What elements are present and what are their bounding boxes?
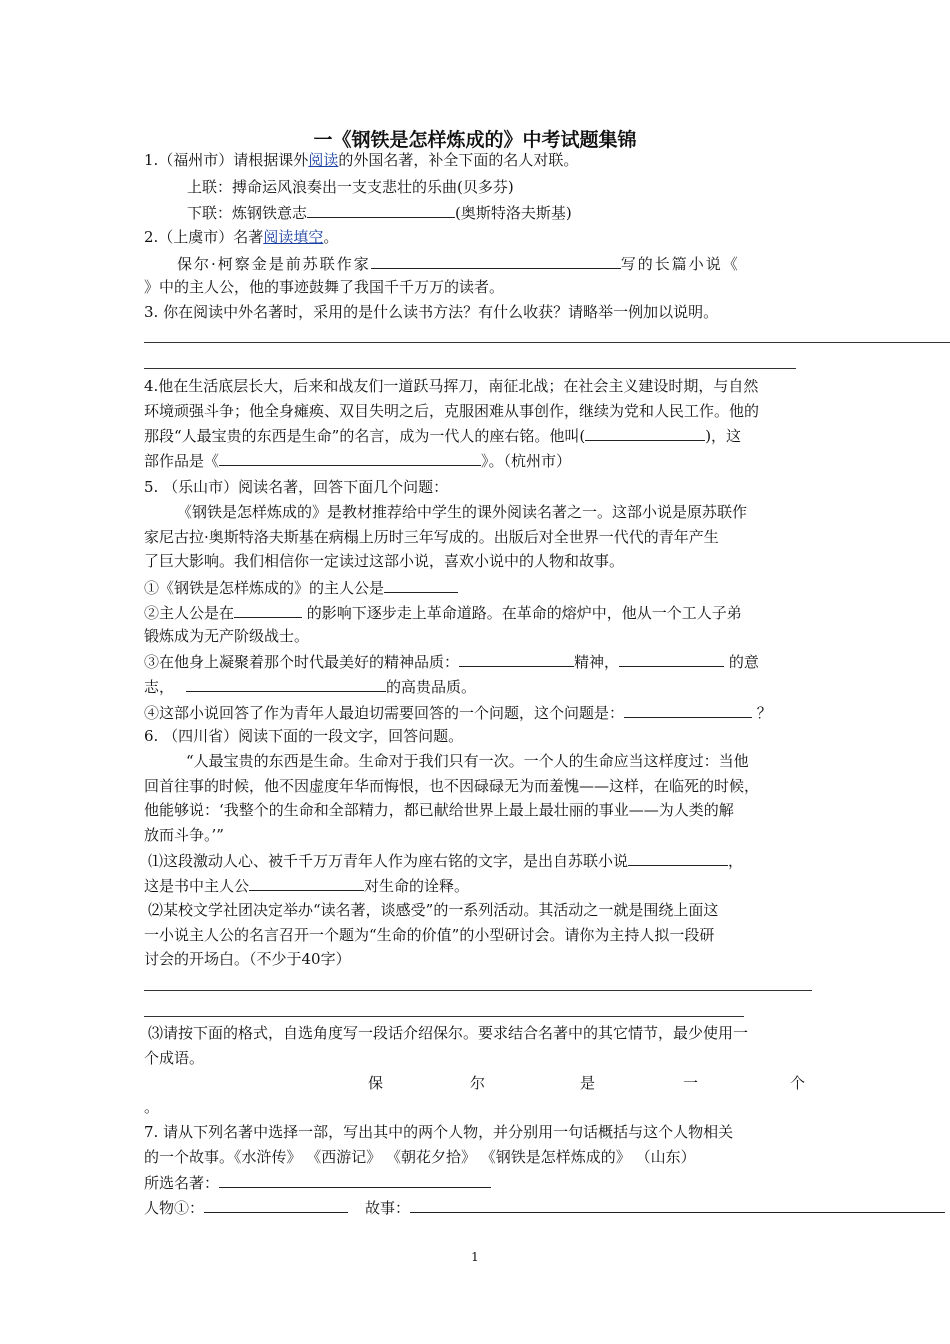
- question-6-sub-2-line-2: 一小说主人公的名言召开一个题为“生命的价值”的小型研讨会。请你为主持人拟一段研: [144, 926, 715, 944]
- question-6: 6. （四川省）阅读下面的一段文字，回答问题。: [144, 727, 464, 745]
- question-6-para-4: 放而斗争。’”: [144, 826, 224, 844]
- answer-line[interactable]: [144, 342, 950, 343]
- question-4-line-1: 4.他在生活底层长大，后来和战友们一道跃马挥刀，南征北战；在社会主义建设时期，与自然: [144, 377, 759, 395]
- answer-blank[interactable]: [307, 202, 455, 218]
- question-7-line-1: 7. 请从下列名著中选择一部，写出其中的两个人物，并分别用一句话概括与这个人物相关: [144, 1123, 734, 1141]
- question-4-line-3: 那段“人最宝贵的东西是生命”的名言，成为一代人的座右铭。他叫( )，这: [144, 427, 742, 445]
- answer-blank[interactable]: [249, 875, 364, 891]
- page-number: 1: [471, 1250, 479, 1264]
- question-6-sub-2-line-3: 讨会的开场白。（不少于40字）: [144, 950, 351, 968]
- question-6-sub-3-line-2: 个成语。: [144, 1049, 205, 1067]
- question-5-para-3: 了巨大影响。我们相信你一定读过这部小说，喜欢小说中的人物和故事。: [144, 552, 625, 570]
- question-6-sub-1: ⑴这段激动人心、被千千万万青年人作为座右铭的文字，是出自苏联小说 ，: [148, 852, 744, 870]
- answer-blank[interactable]: [619, 651, 724, 667]
- question-6-para-1: “人最宝贵的东西是生命。生命对于我们只有一次。一个人的生命应当这样度过：当他: [186, 752, 749, 770]
- question-5-para-1: 《钢铁是怎样炼成的》是教材推荐给中学生的课外阅读名著之一。这部小说是原苏联作: [177, 503, 748, 521]
- question-2-line-1: 保尔·柯察金是前苏联作家 写的长篇小说《: [177, 255, 740, 273]
- format-word: 一: [683, 1074, 699, 1092]
- book-answer-blank[interactable]: [219, 1172, 491, 1188]
- format-word: 尔: [470, 1074, 486, 1092]
- answer-line[interactable]: [144, 1016, 744, 1017]
- question-6-sub-1-cont: 这是书中主人公 对生命的诠释。: [144, 877, 470, 895]
- person-field: 人物①：: [144, 1197, 348, 1218]
- format-word: 是: [580, 1074, 596, 1092]
- question-3: 3. 你在阅读中外名著时，采用的是什么读书方法？有什么收获？请略举一例加以说明。: [144, 303, 719, 321]
- question-5: 5. （乐山市）阅读名著，回答下面几个问题：: [144, 478, 449, 496]
- story-field: 故事：: [365, 1197, 945, 1218]
- reading-fill-link[interactable]: 阅读填空: [263, 228, 324, 246]
- question-6-para-3: 他能够说：‘我整个的生命和全部精力，都已献给世界上最上最壮丽的事业——为人类的解: [144, 801, 734, 819]
- answer-line[interactable]: [144, 368, 796, 369]
- couplet-upper: 上联：搏命运风浪奏出一支支悲壮的乐曲(贝多芬): [187, 178, 514, 196]
- question-5-item-3: ③在他身上凝聚着那个时代最美好的精神品质： 精神， 的意: [144, 653, 759, 671]
- answer-blank[interactable]: [371, 253, 621, 269]
- question-2: 2.（上虞市）名著阅读填空。: [144, 228, 339, 246]
- question-7-line-2: 的一个故事。《水浒传》 《西游记》 《朝花夕拾》 《钢铁是怎样炼成的》 （山东）: [144, 1148, 696, 1166]
- page-title: 一《钢铁是怎样炼成的》中考试题集锦: [313, 129, 637, 151]
- person-answer-blank[interactable]: [204, 1197, 348, 1213]
- book-field: 所选名著：: [144, 1172, 491, 1193]
- answer-blank[interactable]: [384, 577, 458, 593]
- question-6-para-2: 回首往事的时候，他不因虚度年华而悔恨，也不因碌碌无为而羞愧——这样，在临死的时候，: [144, 777, 760, 795]
- answer-blank[interactable]: [219, 450, 481, 466]
- answer-blank[interactable]: [628, 850, 728, 866]
- question-5-item-3-cont: 志， 的高贵品质。: [144, 678, 477, 696]
- question-4-line-2: 环境顽强斗争；他全身瘫痪、双目失明之后，克服困难从事创作，继续为党和人民工作。他的: [144, 402, 760, 420]
- answer-blank[interactable]: [585, 425, 705, 441]
- format-word: 个: [790, 1074, 806, 1092]
- question-1: 1.（福州市）请根据课外阅读的外国名著，补全下面的名人对联。: [144, 151, 579, 169]
- question-6-sub-2-line-1: ⑵某校文学社团决定举办“读名著，谈感受”的一系列活动。其活动之一就是围绕上面这: [148, 901, 719, 919]
- question-5-item-2: ②主人公是在 的影响下逐步走上革命道路。在革命的熔炉中，他从一个工人子弟: [144, 604, 742, 622]
- answer-blank[interactable]: [624, 702, 752, 718]
- question-5-para-2: 家尼古拉·奥斯特洛夫斯基在病榻上历时三年写成的。出版后对全世界一代代的青年产生: [144, 528, 719, 546]
- format-end: 。: [144, 1098, 160, 1116]
- format-word: 保: [368, 1074, 384, 1092]
- story-answer-blank[interactable]: [410, 1197, 945, 1213]
- question-5-item-1: ①《钢铁是怎样炼成的》的主人公是: [144, 577, 458, 598]
- question-5-item-2-cont: 锻炼成为无产阶级战士。: [144, 627, 310, 645]
- answer-blank[interactable]: [459, 651, 574, 667]
- question-4-line-4: 部作品是《 》。（杭州市）: [144, 452, 572, 470]
- answer-blank[interactable]: [186, 676, 386, 692]
- reading-link[interactable]: 阅读: [308, 151, 339, 169]
- question-2-line-2: 》中的主人公，他的事迹鼓舞了我国千千万万的读者。: [144, 278, 505, 296]
- answer-blank[interactable]: [234, 602, 302, 618]
- question-5-item-4: ④这部小说回答了作为青年人最迫切需要回答的一个问题，这个问题是： ？: [144, 704, 772, 722]
- question-6-sub-3-line-1: ⑶请按下面的格式，自选角度写一段话介绍保尔。要求结合名著中的其它情节，最少使用一: [148, 1024, 749, 1042]
- answer-line[interactable]: [144, 990, 812, 991]
- couplet-lower: 下联：炼钢铁意志 (奥斯特洛夫斯基): [187, 204, 572, 222]
